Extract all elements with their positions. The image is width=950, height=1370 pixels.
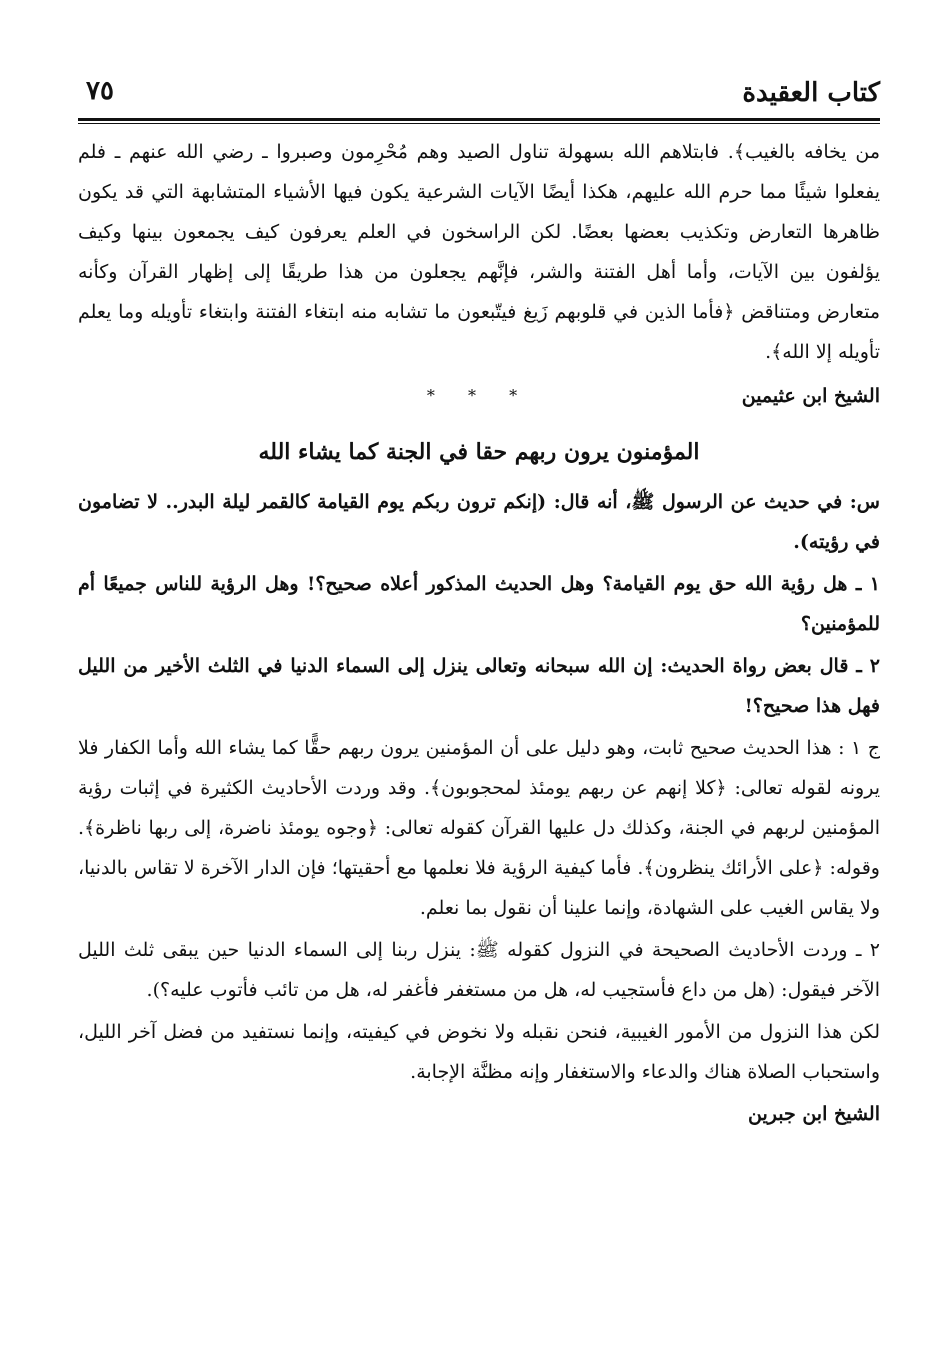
book-page <box>78 70 880 1134</box>
question-1: ١ ـ هل رؤية الله حق يوم القيامة؟ وهل الحديث المذكور أعلاه صحيح؟! وهل الرؤية للناس جميعًا أم للمؤمنين؟ <box>78 573 880 635</box>
answer-3: لكن هذا النزول من الأمور الغيبية، فنحن نقبله ولا نخوض في كيفيته، وإنما نستفيد من فضل آخر الليل، واستحباب الصلاة هناك والدعاء والاستغفار وإنه مظنَّة الإجابة. <box>78 1021 880 1083</box>
signature-ibn-jibrin: الشيخ ابن جبرين <box>748 1103 880 1125</box>
continued-paragraph: من يخافه بالغيب﴾. فابتلاهم الله بسهولة تناول الصيد وهم مُحْرِمون وصبروا ـ رضي الله عنهم ـ فلم يفعلوا شيئًا مما حرم الله عليهم، هكذا أيضًا الآيات الشرعية يكون فيها الأشياء المتشابهة التي قد يكون ظاهرها التعارض وتكذيب بعضها بعضًا. لكن الراسخون في العلم يعرفون كيف يجمعون بينها وكيف يؤلفون بين الآيات، وأما أهل الفتنة والشر، فإنَّهم يجعلون من هذا طريقًا إلى إظهار القرآن وكأنه متعارض ومتناقض ﴿فأما الذين في قلوبهم زَيغ فيتّبعون ما تشابه منه ابتغاء الفتنة وابتغاء تأويله وما يعلم تأويله إلا الله﴾. <box>78 141 880 363</box>
running-title: كتاب العقيدة <box>742 78 880 108</box>
answer-2: ٢ ـ وردت الأحاديث الصحيحة في النزول كقوله ﷺ: ينزل ربنا إلى السماء الدنيا حين يبقى ثلث الليل الآخر فيقول: (هل من داع فأستجيب له، هل من مستغفر فأغفر له، هل من تائب فأتوب عليه؟). <box>78 939 880 1001</box>
header-rule-thick <box>78 118 880 121</box>
section-heading: المؤمنون يرون ربهم حقا في الجنة كما يشاء الله <box>258 439 700 465</box>
question-intro: س: في حديث عن الرسول ﷺ، أنه قال: (إنكم ترون ربكم يوم القيامة كالقمر ليلة البدر.. لا تضامون في رؤيته). <box>78 491 880 553</box>
section-separator: * * * <box>426 386 532 405</box>
signature-row <box>78 376 880 416</box>
page-header <box>78 70 880 114</box>
signature-ibn-uthaymin: الشيخ ابن عثيمين <box>741 385 880 407</box>
question-2: ٢ ـ قال بعض رواة الحديث: إن الله سبحانه وتعالى ينزل إلى السماء الدنيا في الثلث الأخير من الليل فهل هذا صحيح؟! <box>78 655 880 717</box>
page-number: ٧٥ <box>86 76 114 106</box>
answer-1: ج ١ : هذا الحديث صحيح ثابت، وهو دليل على أن المؤمنين يرون ربهم حقًّا كما يشاء الله وأما الكفار فلا يرونه لقوله تعالى: ﴿كلا إنهم عن ربهم يومئذ لمحجوبون﴾. وقد وردت الأحاديث الكثيرة في إثبات رؤية المؤمنين لربهم في الجنة، وكذلك دل عليها القرآن كقوله تعالى: ﴿وجوه يومئذ ناضرة، إلى ربها ناظرة﴾. وقوله: ﴿على الأرائك ينظرون﴾. فأما كيفية الرؤية فلا نعلمها مع أحقيتها؛ فإن الدار الآخرة لا تقاس بالدنيا، ولا يقاس الغيب على الشهادة، وإنما علينا أن نقول بما نعلم. <box>78 737 880 919</box>
header-rule-thin <box>78 123 880 124</box>
